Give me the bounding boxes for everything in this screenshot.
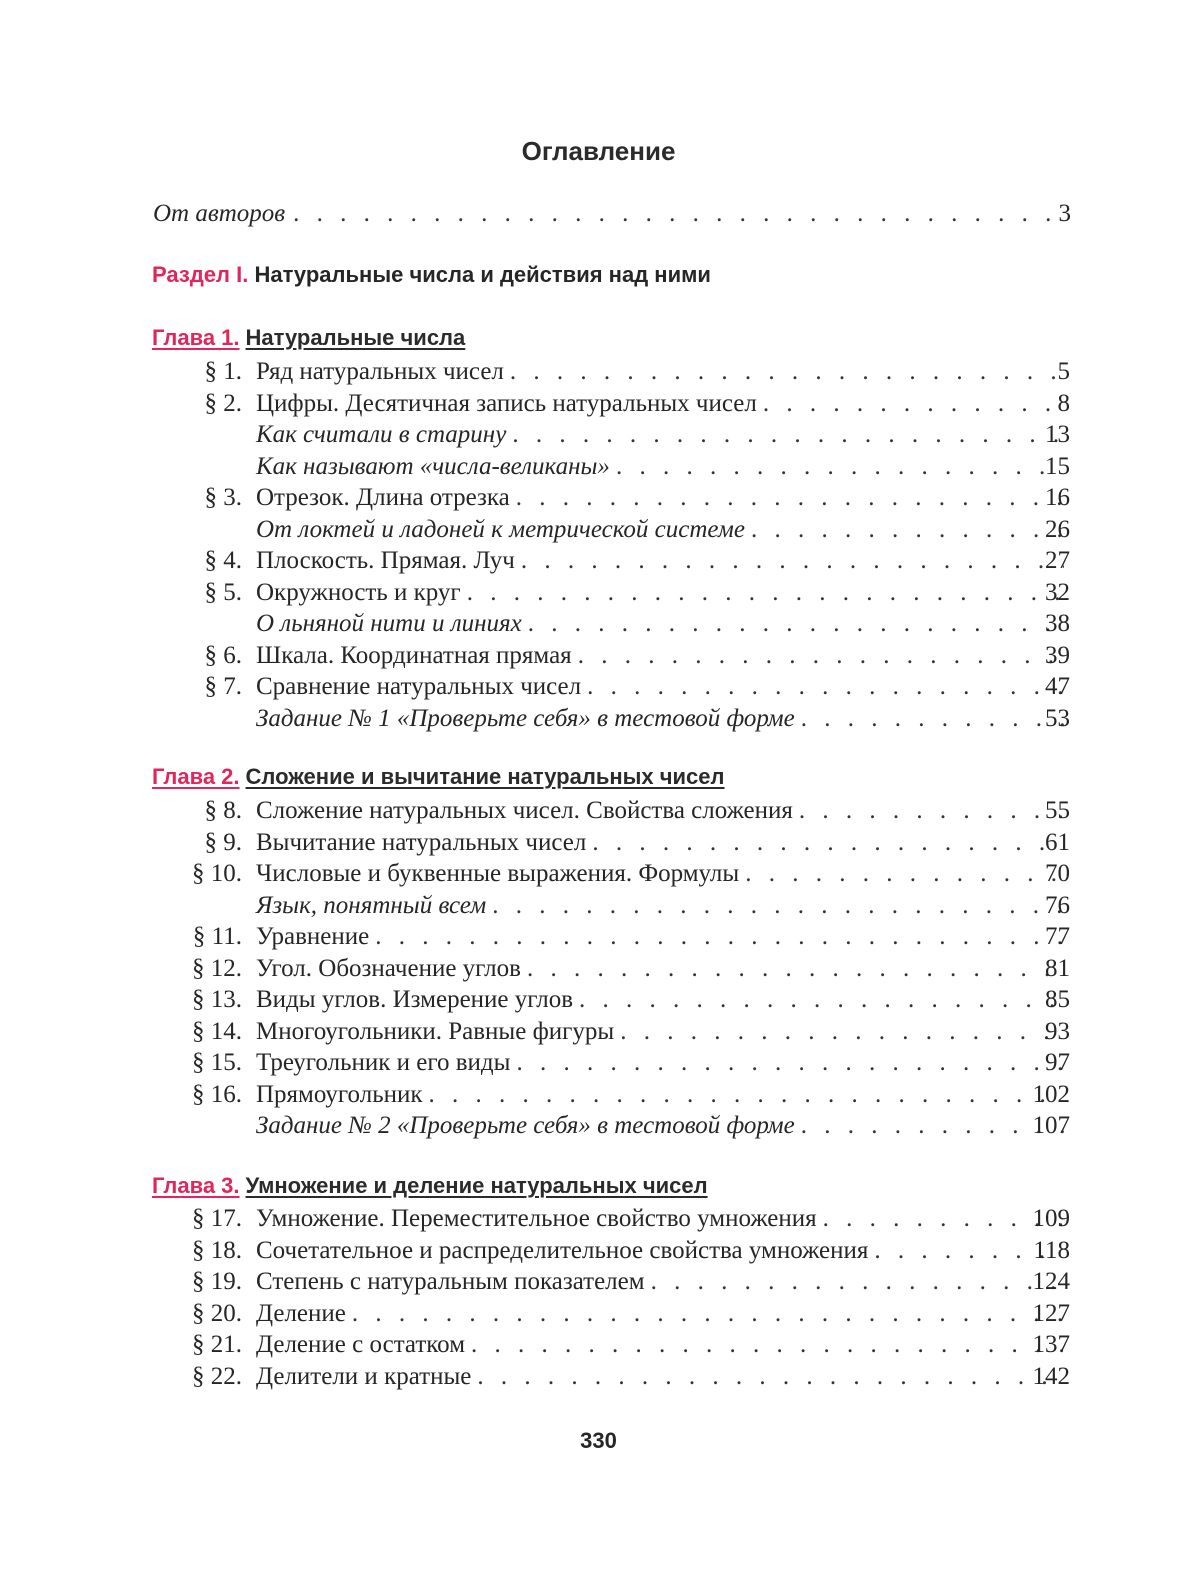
toc-entry[interactable] — [0, 921, 1197, 953]
toc-entry-page: 15 — [1045, 452, 1070, 480]
toc-entry[interactable] — [0, 1110, 1197, 1142]
chapter-label: Глава 1. — [152, 325, 240, 350]
toc-entry[interactable] — [0, 795, 1197, 827]
chapter-name: Сложение и вычитание натуральных чисел — [245, 764, 725, 789]
toc-entry-content — [256, 608, 1070, 640]
toc-entry-text: Язык, понятный всем — [256, 891, 487, 919]
toc-entry-number: § 19. — [192, 1268, 242, 1295]
toc-entry-text: Цифры. Десятичная запись натуральных чисел — [256, 389, 757, 417]
toc-entry-content — [256, 1298, 1070, 1330]
toc-entry-page: 102 — [1032, 1080, 1070, 1108]
dot-leader — [578, 640, 1064, 672]
toc-entry-content — [256, 1203, 1070, 1235]
toc-entry-number: § 6. — [204, 641, 242, 669]
toc-entry[interactable] — [0, 1329, 1197, 1361]
toc-entry-content — [256, 858, 1070, 890]
toc-entry-page: 107 — [1032, 1112, 1070, 1139]
toc-entry-text: Ряд натуральных чисел — [256, 358, 504, 385]
dot-leader — [293, 200, 1050, 228]
toc-entry-page: 97 — [1045, 1049, 1070, 1076]
toc-entry[interactable] — [0, 545, 1197, 577]
toc-entry[interactable] — [0, 1203, 1197, 1235]
toc-entry-page: 127 — [1032, 1299, 1070, 1327]
chapter-label: Глава 3. — [152, 1173, 240, 1198]
dot-leader — [477, 1361, 1064, 1393]
toc-entry-number: § 12. — [192, 954, 242, 982]
toc-entry[interactable] — [0, 671, 1197, 703]
toc-entry-page: 109 — [1032, 1205, 1070, 1232]
toc-entry-content — [256, 356, 1070, 388]
toc-entry-text: Сочетательное и распределительное свойства умножения — [256, 1236, 869, 1264]
toc-entry-page: 32 — [1045, 578, 1070, 606]
toc-entry-text: Треугольник и его виды — [256, 1049, 511, 1076]
chapter-heading-2 — [152, 764, 725, 790]
toc-entry[interactable] — [0, 640, 1197, 672]
toc-entry-page: 118 — [1033, 1236, 1070, 1264]
toc-entry-content — [256, 1047, 1070, 1079]
toc-entry-number: § 13. — [192, 986, 242, 1013]
toc-entry-page: 27 — [1045, 547, 1070, 574]
toc-entry[interactable] — [0, 1079, 1197, 1111]
toc-entry-number: § 21. — [192, 1331, 242, 1358]
toc-entry-content — [256, 795, 1070, 827]
dot-leader — [620, 1016, 1064, 1048]
toc-entry-number: § 14. — [192, 1017, 242, 1045]
toc-entry[interactable] — [0, 1016, 1197, 1048]
dot-leader — [579, 984, 1064, 1016]
section-name: Натуральные числа и действия над ними — [254, 262, 711, 287]
toc-entry-page: 13 — [1045, 421, 1070, 448]
toc-entry-page: 16 — [1045, 484, 1070, 511]
chapter-label: Глава 2. — [152, 764, 240, 789]
chapter-name: Умножение и деление натуральных чисел — [245, 1173, 708, 1198]
chapter-3-entries — [0, 1203, 1197, 1392]
toc-entry-number: § 11. — [192, 923, 242, 950]
toc-entry-content — [256, 514, 1070, 546]
toc-entry-page: 5 — [1057, 358, 1070, 385]
toc-entry-page: 39 — [1045, 641, 1070, 669]
toc-entry-number: § 16. — [192, 1080, 242, 1108]
section-label: Раздел I. — [152, 262, 249, 287]
toc-entry-text: Отрезок. Длина отрезка — [256, 484, 510, 511]
toc-entry-text: Сравнение натуральных чисел — [256, 673, 582, 700]
toc-entry-page: 76 — [1045, 891, 1070, 919]
toc-entry-text: О льняной нити и линиях — [256, 610, 522, 637]
toc-entry-text: Как называют «числа-великаны» — [256, 452, 610, 480]
toc-entry-number: § 9. — [204, 828, 242, 856]
dot-leader — [521, 545, 1064, 577]
toc-entry-page: 8 — [1057, 389, 1070, 417]
toc-entry-text: Степень с натуральным показателем — [256, 1268, 645, 1295]
toc-entry-text: Сложение натуральных чисел. Свойства сложения — [256, 797, 793, 824]
toc-entry[interactable] — [0, 1235, 1197, 1267]
toc-entry-number: § 4. — [204, 547, 242, 574]
dot-leader — [375, 921, 1064, 953]
toc-entry-page: 93 — [1045, 1017, 1070, 1045]
toc-entry-text: Угол. Обозначение углов — [256, 954, 521, 982]
dot-leader — [516, 1047, 1064, 1079]
dot-leader — [512, 419, 1064, 451]
toc-entry-content — [256, 640, 1070, 672]
toc-entry-number: § 8. — [204, 797, 242, 824]
toc-entry-page: 3 — [1058, 200, 1071, 227]
dot-leader — [516, 482, 1064, 514]
toc-entry-content — [256, 703, 1070, 735]
toc-entry-content — [256, 827, 1070, 859]
toc-entry-page: 70 — [1045, 860, 1070, 887]
toc-entry[interactable] — [0, 356, 1197, 388]
toc-entry-content — [256, 545, 1070, 577]
page-title: Оглавление — [521, 136, 676, 166]
toc-entry-text: Виды углов. Измерение углов — [256, 986, 574, 1013]
toc-entry-text: Задание № 1 «Проверьте себя» в тестовой форме — [256, 704, 795, 732]
toc-entry-content — [256, 1016, 1070, 1048]
toc-entry[interactable] — [0, 827, 1197, 859]
toc-entry-content — [256, 577, 1070, 609]
toc-entry-content — [256, 1361, 1070, 1393]
dot-leader — [471, 1329, 1064, 1361]
toc-entry-page: 61 — [1045, 828, 1070, 856]
toc-entry-text: Многоугольники. Равные фигуры — [256, 1017, 615, 1045]
toc-entry-text: От локтей и ладоней к метрической системе — [256, 515, 745, 543]
toc-entry-page: 81 — [1045, 954, 1070, 982]
dot-leader — [352, 1298, 1064, 1330]
dot-leader — [592, 827, 1064, 859]
toc-entry[interactable] — [0, 953, 1197, 985]
toc-entry-text: Делители и кратные — [256, 1362, 472, 1390]
page-number: 330 — [580, 1428, 617, 1453]
dot-leader — [527, 953, 1064, 985]
toc-entry-page: 137 — [1032, 1331, 1070, 1358]
toc-entry-number: § 22. — [192, 1362, 242, 1390]
toc-entry[interactable] — [0, 984, 1197, 1016]
toc-entry-content — [256, 890, 1070, 922]
toc-entry[interactable] — [0, 858, 1197, 890]
toc-entry[interactable] — [0, 1361, 1197, 1393]
toc-entry-number: § 2. — [204, 389, 242, 417]
toc-entry-text: Окружность и круг — [256, 578, 461, 606]
toc-entry[interactable] — [0, 608, 1197, 640]
toc-entry-number: § 7. — [204, 673, 242, 700]
toc-entry-number: § 10. — [192, 860, 242, 887]
chapter-1-entries — [0, 356, 1197, 734]
toc-entry-content — [256, 1079, 1070, 1111]
toc-entry-text: Как считали в старину — [256, 421, 507, 448]
dot-leader — [467, 577, 1064, 609]
dot-leader — [616, 451, 1064, 483]
toc-entry-number: § 18. — [192, 1236, 242, 1264]
toc-entry-page: 38 — [1045, 610, 1070, 637]
toc-entry-text: Плоскость. Прямая. Луч — [256, 547, 515, 574]
toc-entry-text: Уравнение — [256, 923, 370, 950]
toc-entry-number: § 15. — [192, 1049, 242, 1076]
toc-entry-text: Деление — [256, 1299, 346, 1327]
toc-entry-page: 53 — [1045, 704, 1070, 732]
toc-entry-content — [256, 1329, 1070, 1361]
dot-leader — [587, 671, 1064, 703]
dot-leader — [510, 356, 1064, 388]
toc-entry-page: 47 — [1045, 673, 1070, 700]
toc-entry-text: Вычитание натуральных чисел — [256, 828, 587, 856]
dot-leader — [492, 890, 1064, 922]
dot-leader — [528, 608, 1064, 640]
toc-entry[interactable] — [0, 1047, 1197, 1079]
toc-entry-content — [256, 451, 1070, 483]
toc-entry-content — [256, 419, 1070, 451]
toc-entry-page: 77 — [1045, 923, 1070, 950]
toc-entry-number: § 5. — [204, 578, 242, 606]
toc-entry-content — [256, 921, 1070, 953]
toc-entry-content — [256, 984, 1070, 1016]
chapter-2-entries — [0, 795, 1197, 1142]
toc-entry-number: § 1. — [204, 358, 242, 385]
toc-entry-content — [256, 1110, 1070, 1142]
toc-entry-text: Числовые и буквенные выражения. Формулы — [256, 860, 740, 887]
toc-entry-text: От авторов — [153, 200, 286, 227]
toc-entry-text: Прямоугольник — [256, 1080, 423, 1108]
chapter-heading-1 — [152, 325, 465, 351]
toc-entry-content — [256, 482, 1070, 514]
toc-entry-page: 55 — [1045, 797, 1070, 824]
chapter-heading-3 — [152, 1173, 708, 1199]
toc-entry-text: Умножение. Переместительное свойство умножения — [256, 1205, 817, 1232]
toc-entry-text: Шкала. Координатная прямая — [256, 641, 572, 669]
toc-entry[interactable] — [0, 703, 1197, 735]
toc-entry[interactable] — [0, 388, 1197, 420]
toc-entry-number: § 17. — [192, 1205, 242, 1232]
toc-entry[interactable] — [0, 514, 1197, 546]
toc-entry[interactable] — [0, 1266, 1197, 1298]
toc-entry-content — [256, 1235, 1070, 1267]
dot-leader — [429, 1079, 1064, 1111]
toc-entry-number: § 20. — [192, 1299, 242, 1327]
toc-entry-content — [256, 1266, 1070, 1298]
toc-entry[interactable] — [0, 419, 1197, 451]
toc-entry-page: 26 — [1045, 515, 1070, 543]
toc-entry-text: Задание № 2 «Проверьте себя» в тестовой форме — [256, 1112, 795, 1139]
toc-entry[interactable] — [0, 482, 1197, 514]
toc-entry[interactable] — [0, 577, 1197, 609]
toc-entry-text: Деление с остатком — [256, 1331, 466, 1358]
toc-entry-authors[interactable] — [153, 200, 1071, 228]
toc-entry-content — [256, 671, 1070, 703]
chapter-name: Натуральные числа — [245, 325, 466, 350]
section-heading — [152, 262, 711, 288]
toc-entry-page: 85 — [1045, 986, 1070, 1013]
toc-entry[interactable] — [0, 451, 1197, 483]
toc-entry-page: 142 — [1032, 1362, 1070, 1390]
toc-entry[interactable] — [0, 1298, 1197, 1330]
toc-entry-page: 124 — [1032, 1268, 1070, 1295]
toc-entry-content — [256, 953, 1070, 985]
toc-entry-content — [256, 388, 1070, 420]
toc-entry-number: § 3. — [204, 484, 242, 511]
toc-entry[interactable] — [0, 890, 1197, 922]
